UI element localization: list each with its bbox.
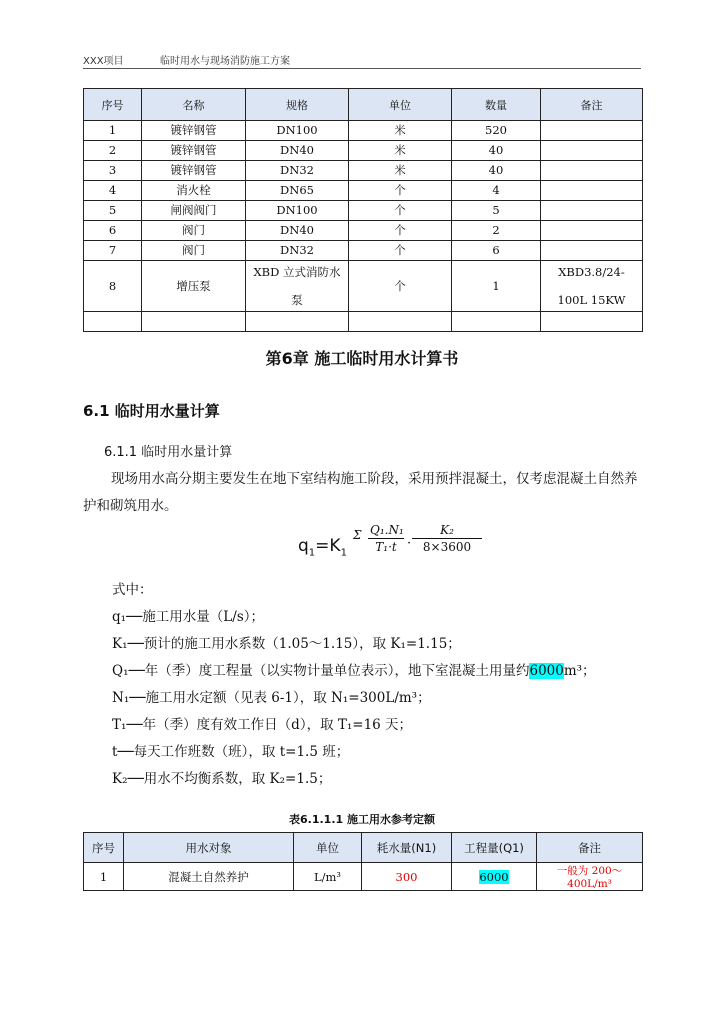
table-row [84,121,643,141]
table-cell: 消火栓 [142,181,246,201]
table-cell: 8 [84,261,142,312]
highlighted-value: 6000 [479,869,509,884]
table-cell [541,261,643,312]
table-cell: DN100 [246,201,349,221]
table-cell: 300 [362,863,452,891]
table-cell [541,181,643,201]
table-header-row [84,833,643,863]
table-row [84,863,643,891]
table-cell [452,863,537,891]
definition-t1: T₁──年（季）度有效工作日（d），取 T₁=16 天； [112,717,413,733]
definition-q1: q₁──施工用水量（L/s）； [112,609,264,625]
table-cell [541,221,643,241]
table-cell [84,312,142,332]
table-cell: 6 [84,221,142,241]
formula-fraction-2: $\frac{\text{K₂}}{8\times 3600}$ [412,522,482,555]
table-cell: 阀门 [142,221,246,241]
table-cell [246,261,349,312]
header-project: XXX项目 [83,56,124,67]
table-cell: 个 [349,261,452,312]
table-cell: 个 [349,181,452,201]
header-cell: 数量 [452,89,541,121]
table-cell: 一般为 200～400L/m³ [537,863,643,891]
intro-paragraph: 现场用水高分期主要发生在地下室结构施工阶段，采用预拌混凝土，仅考虑混凝土自然养护和砌筑用水。 [83,471,638,514]
table-cell: 混凝土自然养护 [124,863,294,891]
table-cell: DN32 [246,161,349,181]
table-cell: 520 [452,121,541,141]
table-row [84,261,643,312]
table-cell: 镀锌钢管 [142,121,246,141]
table-cell [541,312,643,332]
note-line: 100L 15KW [557,293,626,307]
header-doc-title: 临时用水与现场消防施工方案 [160,56,290,67]
header-cell: 单位 [349,89,452,121]
table-row-empty [84,312,643,332]
table-cell: 7 [84,241,142,261]
formula-lhs: $q_1=K_1$ [298,536,347,559]
table-cell: 闸阀阀门 [142,201,246,221]
table-cell: 阀门 [142,241,246,261]
equipment-table [83,88,643,332]
table-cell: 镀锌钢管 [142,141,246,161]
table-caption: 表6.1.1.1 施工用水参考定额 [289,813,435,826]
header-cell: 用水对象 [124,833,294,863]
table-row [84,181,643,201]
table-cell: 5 [452,201,541,221]
water-formula [298,520,478,570]
table-cell [452,312,541,332]
highlighted-value: 6000 [529,663,564,679]
definition-t: t──每天工作班数（班），取 t=1.5 班； [112,744,350,760]
table-cell: L/m³ [294,863,362,891]
header-cell: 备注 [541,89,643,121]
table-cell: 米 [349,161,452,181]
table-cell: DN40 [246,141,349,161]
table-cell [541,161,643,181]
header-cell: 序号 [84,89,142,121]
spec-line: 泵 [291,293,303,307]
table-row [84,161,643,181]
formula-dot: · [407,536,412,551]
header-cell: 耗水量(N1) [362,833,452,863]
header-cell: 序号 [84,833,124,863]
definition-k1: K₁──预计的施工用水系数（1.05～1.15），取 K₁=1.15； [112,636,461,652]
table-cell [349,312,452,332]
page-header [83,52,641,69]
subsection-title: 6.1.1 临时用水量计算 [104,445,233,460]
chapter-title: 第6章 施工临时用水计算书 [265,349,459,368]
table-cell: DN40 [246,221,349,241]
table-cell: 40 [452,141,541,161]
note-line: XBD3.8/24- [558,265,625,279]
formula-fraction-1: $\frac{\text{Q₁.N₁}}{\text{T₁·t}}$ [370,523,404,554]
header-cell: 名称 [142,89,246,121]
table-cell: 个 [349,201,452,221]
table-cell: 米 [349,121,452,141]
definition-Q1: Q₁──年（季）度工程量（以实物计量单位表示），地下室混凝土用量约6000m³； [112,663,596,679]
table-cell [541,121,643,141]
header-cell: 单位 [294,833,362,863]
table-row [84,221,643,241]
table-row [84,241,643,261]
table-cell: 6 [452,241,541,261]
table-cell [246,312,349,332]
table-cell [541,241,643,261]
table-header-row [84,89,643,121]
table-cell: 1 [452,261,541,312]
table-cell [541,141,643,161]
definitions-intro: 式中： [112,582,153,598]
table-cell: DN32 [246,241,349,261]
table-cell: 增压泵 [142,261,246,312]
section-title: 6.1 临时用水量计算 [83,402,220,420]
table-cell: 个 [349,221,452,241]
table-cell: 1 [84,121,142,141]
table-cell: DN65 [246,181,349,201]
table-cell: 4 [452,181,541,201]
table-cell: 个 [349,241,452,261]
header-cell: 备注 [537,833,643,863]
table-cell: 2 [84,141,142,161]
table-cell: 4 [84,181,142,201]
table-cell: 米 [349,141,452,161]
table-cell [541,201,643,221]
formula-sigma: Σ [353,528,362,542]
table-row [84,201,643,221]
table-cell: 2 [452,221,541,241]
reference-table [83,832,643,891]
table-cell: 5 [84,201,142,221]
table-cell: 3 [84,161,142,181]
header-cell: 规格 [246,89,349,121]
table-cell: 40 [452,161,541,181]
table-cell: 镀锌钢管 [142,161,246,181]
table-cell: 1 [84,863,124,891]
definition-n1: N₁──施工用水定额（见表 6-1），取 N₁=300L/m³； [112,690,431,706]
table-cell: DN100 [246,121,349,141]
spec-line: XBD 立式消防水 [253,265,341,279]
definition-k2: K₂──用水不均衡系数，取 K₂=1.5； [112,771,332,787]
table-cell [142,312,246,332]
header-cell: 工程量(Q1) [452,833,537,863]
table-row [84,141,643,161]
